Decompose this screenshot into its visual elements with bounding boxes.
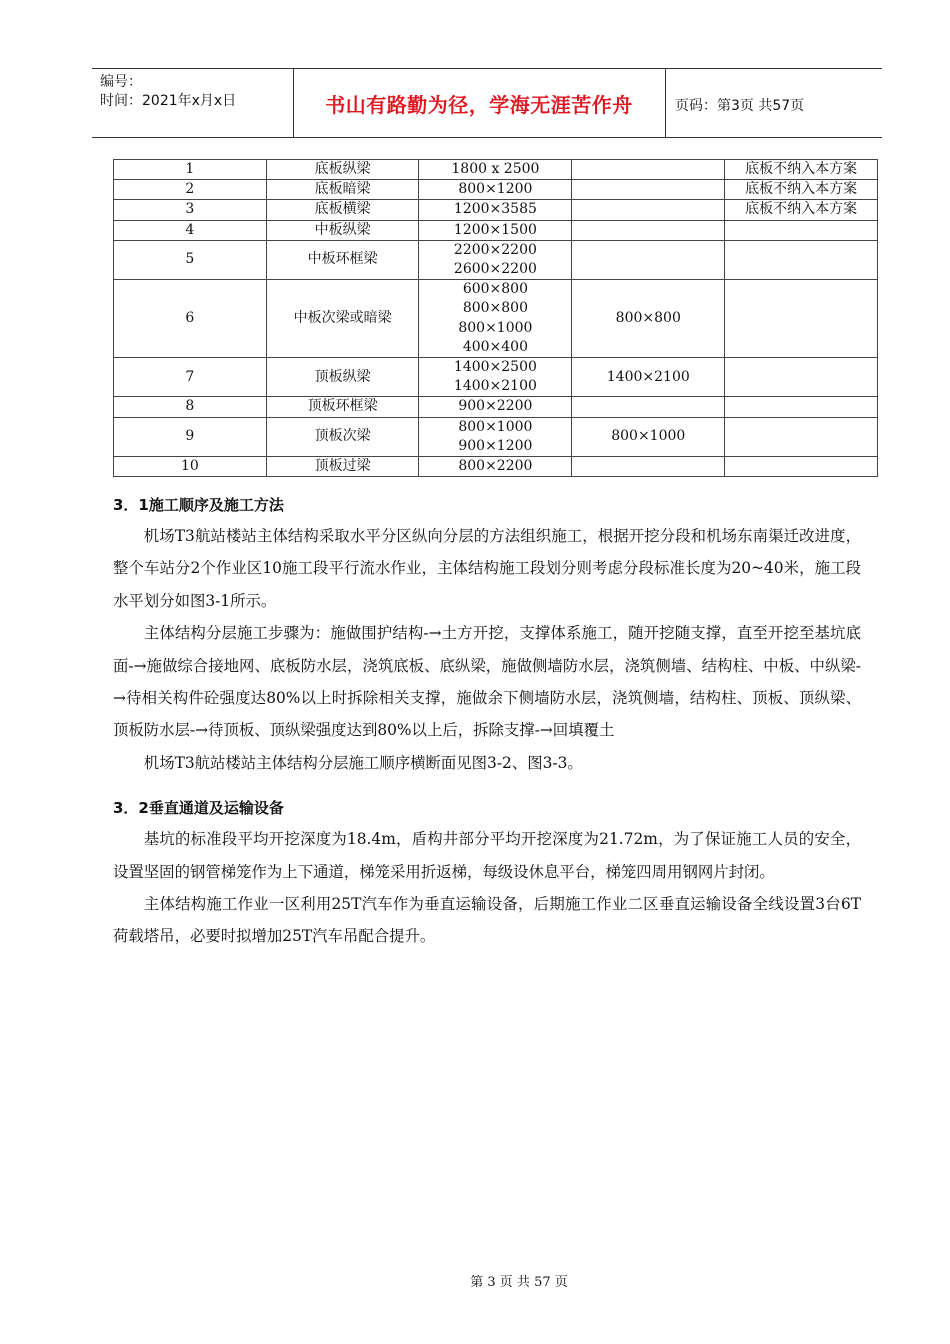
header-divider: [665, 69, 666, 137]
table-row: [114, 200, 878, 220]
paragraph: 机场T3航站楼站主体结构分层施工顺序横断面见图3-2、图3-3。: [143, 753, 583, 772]
table-cell: [572, 457, 725, 477]
table-cell: 中板环框梁: [266, 240, 419, 279]
table-cell: 顶板过梁: [266, 457, 419, 477]
table-cell: 中板次梁或暗梁: [266, 280, 419, 358]
paragraph: 主体结构分层施工步骤为：施做围护结构-→土方开挖，支撑体系施工，随开挖随支撑，直至开挖至基坑底面-→施做综合接地网、底板防水层，浇筑底板、底纵梁，施做侧墙防水层，浇筑侧墙、结构柱、中板、中纵梁-→待相关构件砼强度达80%以上时拆除相关支撑，施做余下侧墙防水层，浇筑侧墙，结构柱、顶板、顶纵梁、顶板防水层-→待顶板、顶纵梁强度达到80%以上后，拆除支撑-→回填覆土: [113, 624, 861, 740]
time-label: 时间：2021年x月x日: [100, 93, 237, 109]
table-cell: [572, 220, 725, 240]
table-row: [114, 358, 878, 397]
table-cell: 600×800 800×800 800×1000 400×400: [419, 280, 572, 358]
table-cell: 2200×2200 2600×2200: [419, 240, 572, 279]
table-cell: 1: [114, 160, 267, 180]
table-cell: [572, 200, 725, 220]
table-row: [114, 240, 878, 279]
table-cell: 900×2200: [419, 397, 572, 417]
table-cell: 1400×2500 1400×2100: [419, 358, 572, 397]
section-heading: 3．1施工顺序及施工方法: [113, 496, 284, 514]
table-cell: 1200×3585: [419, 200, 572, 220]
table-row: [114, 220, 878, 240]
table-cell: 顶板环框梁: [266, 397, 419, 417]
table-row: [114, 160, 878, 180]
paragraph: 主体结构施工作业一区利用25T汽车作为垂直运输设备，后期施工作业二区垂直运输设备全线设置3台6T荷载塔吊，必要时拟增加25T汽车吊配合提升。: [113, 895, 861, 946]
beam-table-body: [114, 160, 878, 477]
table-cell: 9: [114, 417, 267, 456]
table-cell: [725, 220, 878, 240]
table-cell: [725, 358, 878, 397]
table-cell: [725, 240, 878, 279]
table-cell: [725, 417, 878, 456]
main-content: [113, 490, 861, 953]
table-cell: 中板纵梁: [266, 220, 419, 240]
paragraph: 基坑的标准段平均开挖深度为18.4m，盾构井部分平均开挖深度为21.72m，为了保证施工人员的安全，设置坚固的钢管梯笼作为上下通道，梯笼采用折返梯，每级设休息平台，梯笼四周用钢网片封闭。: [113, 830, 861, 881]
table-cell: [572, 180, 725, 200]
table-cell: 6: [114, 280, 267, 358]
table-cell: 8: [114, 397, 267, 417]
table-cell: 5: [114, 240, 267, 279]
paragraph: 机场T3航站楼站主体结构采取水平分区纵向分层的方法组织施工，根据开挖分段和机场东南渠迁改进度，整个车站分2个作业区10施工段平行流水作业，主体结构施工段划分则考虑分段标准长度为20~40米，施工段水平划分如图3-1所示。: [113, 527, 861, 610]
table-cell: 底板不纳入本方案: [725, 180, 878, 200]
table-cell: 800×1200: [419, 180, 572, 200]
table-cell: 顶板次梁: [266, 417, 419, 456]
table-cell: 800×1000: [572, 417, 725, 456]
table-cell: 1400×2100: [572, 358, 725, 397]
table-cell: [725, 397, 878, 417]
beam-table: [113, 159, 878, 477]
header-page-label: 页码：第3页 共57页: [675, 98, 805, 114]
table-cell: 1200×1500: [419, 220, 572, 240]
table-cell: 3: [114, 200, 267, 220]
table-cell: [725, 280, 878, 358]
header-slogan: 书山有路勤为径，学海无涯苦作舟: [325, 93, 633, 117]
header-meta: [100, 73, 236, 111]
table-cell: [572, 397, 725, 417]
table-cell: 底板不纳入本方案: [725, 160, 878, 180]
number-label: 编号：: [100, 74, 142, 90]
table-cell: 800×1000 900×1200: [419, 417, 572, 456]
table-cell: 2: [114, 180, 267, 200]
table-cell: 800×800: [572, 280, 725, 358]
table-cell: 顶板纵梁: [266, 358, 419, 397]
table-cell: 4: [114, 220, 267, 240]
section-heading: 3．2垂直通道及运输设备: [113, 799, 284, 818]
table-cell: [572, 160, 725, 180]
page-footer: [0, 1271, 950, 1290]
table-cell: 底板暗梁: [266, 180, 419, 200]
table-cell: [572, 240, 725, 279]
footer-page-number: 第 3 页 共 57 页: [470, 1275, 568, 1290]
table-row: [114, 417, 878, 456]
table-row: [114, 180, 878, 200]
table-row: [114, 280, 878, 358]
page-header: [92, 68, 882, 138]
table-cell: 底板不纳入本方案: [725, 200, 878, 220]
table-cell: 800×2200: [419, 457, 572, 477]
table-row: [114, 457, 878, 477]
table-row: [114, 397, 878, 417]
table-cell: 底板纵梁: [266, 160, 419, 180]
table-cell: 10: [114, 457, 267, 477]
table-cell: 7: [114, 358, 267, 397]
table-cell: [725, 457, 878, 477]
table-cell: 底板横梁: [266, 200, 419, 220]
table-cell: 1800 x 2500: [419, 160, 572, 180]
